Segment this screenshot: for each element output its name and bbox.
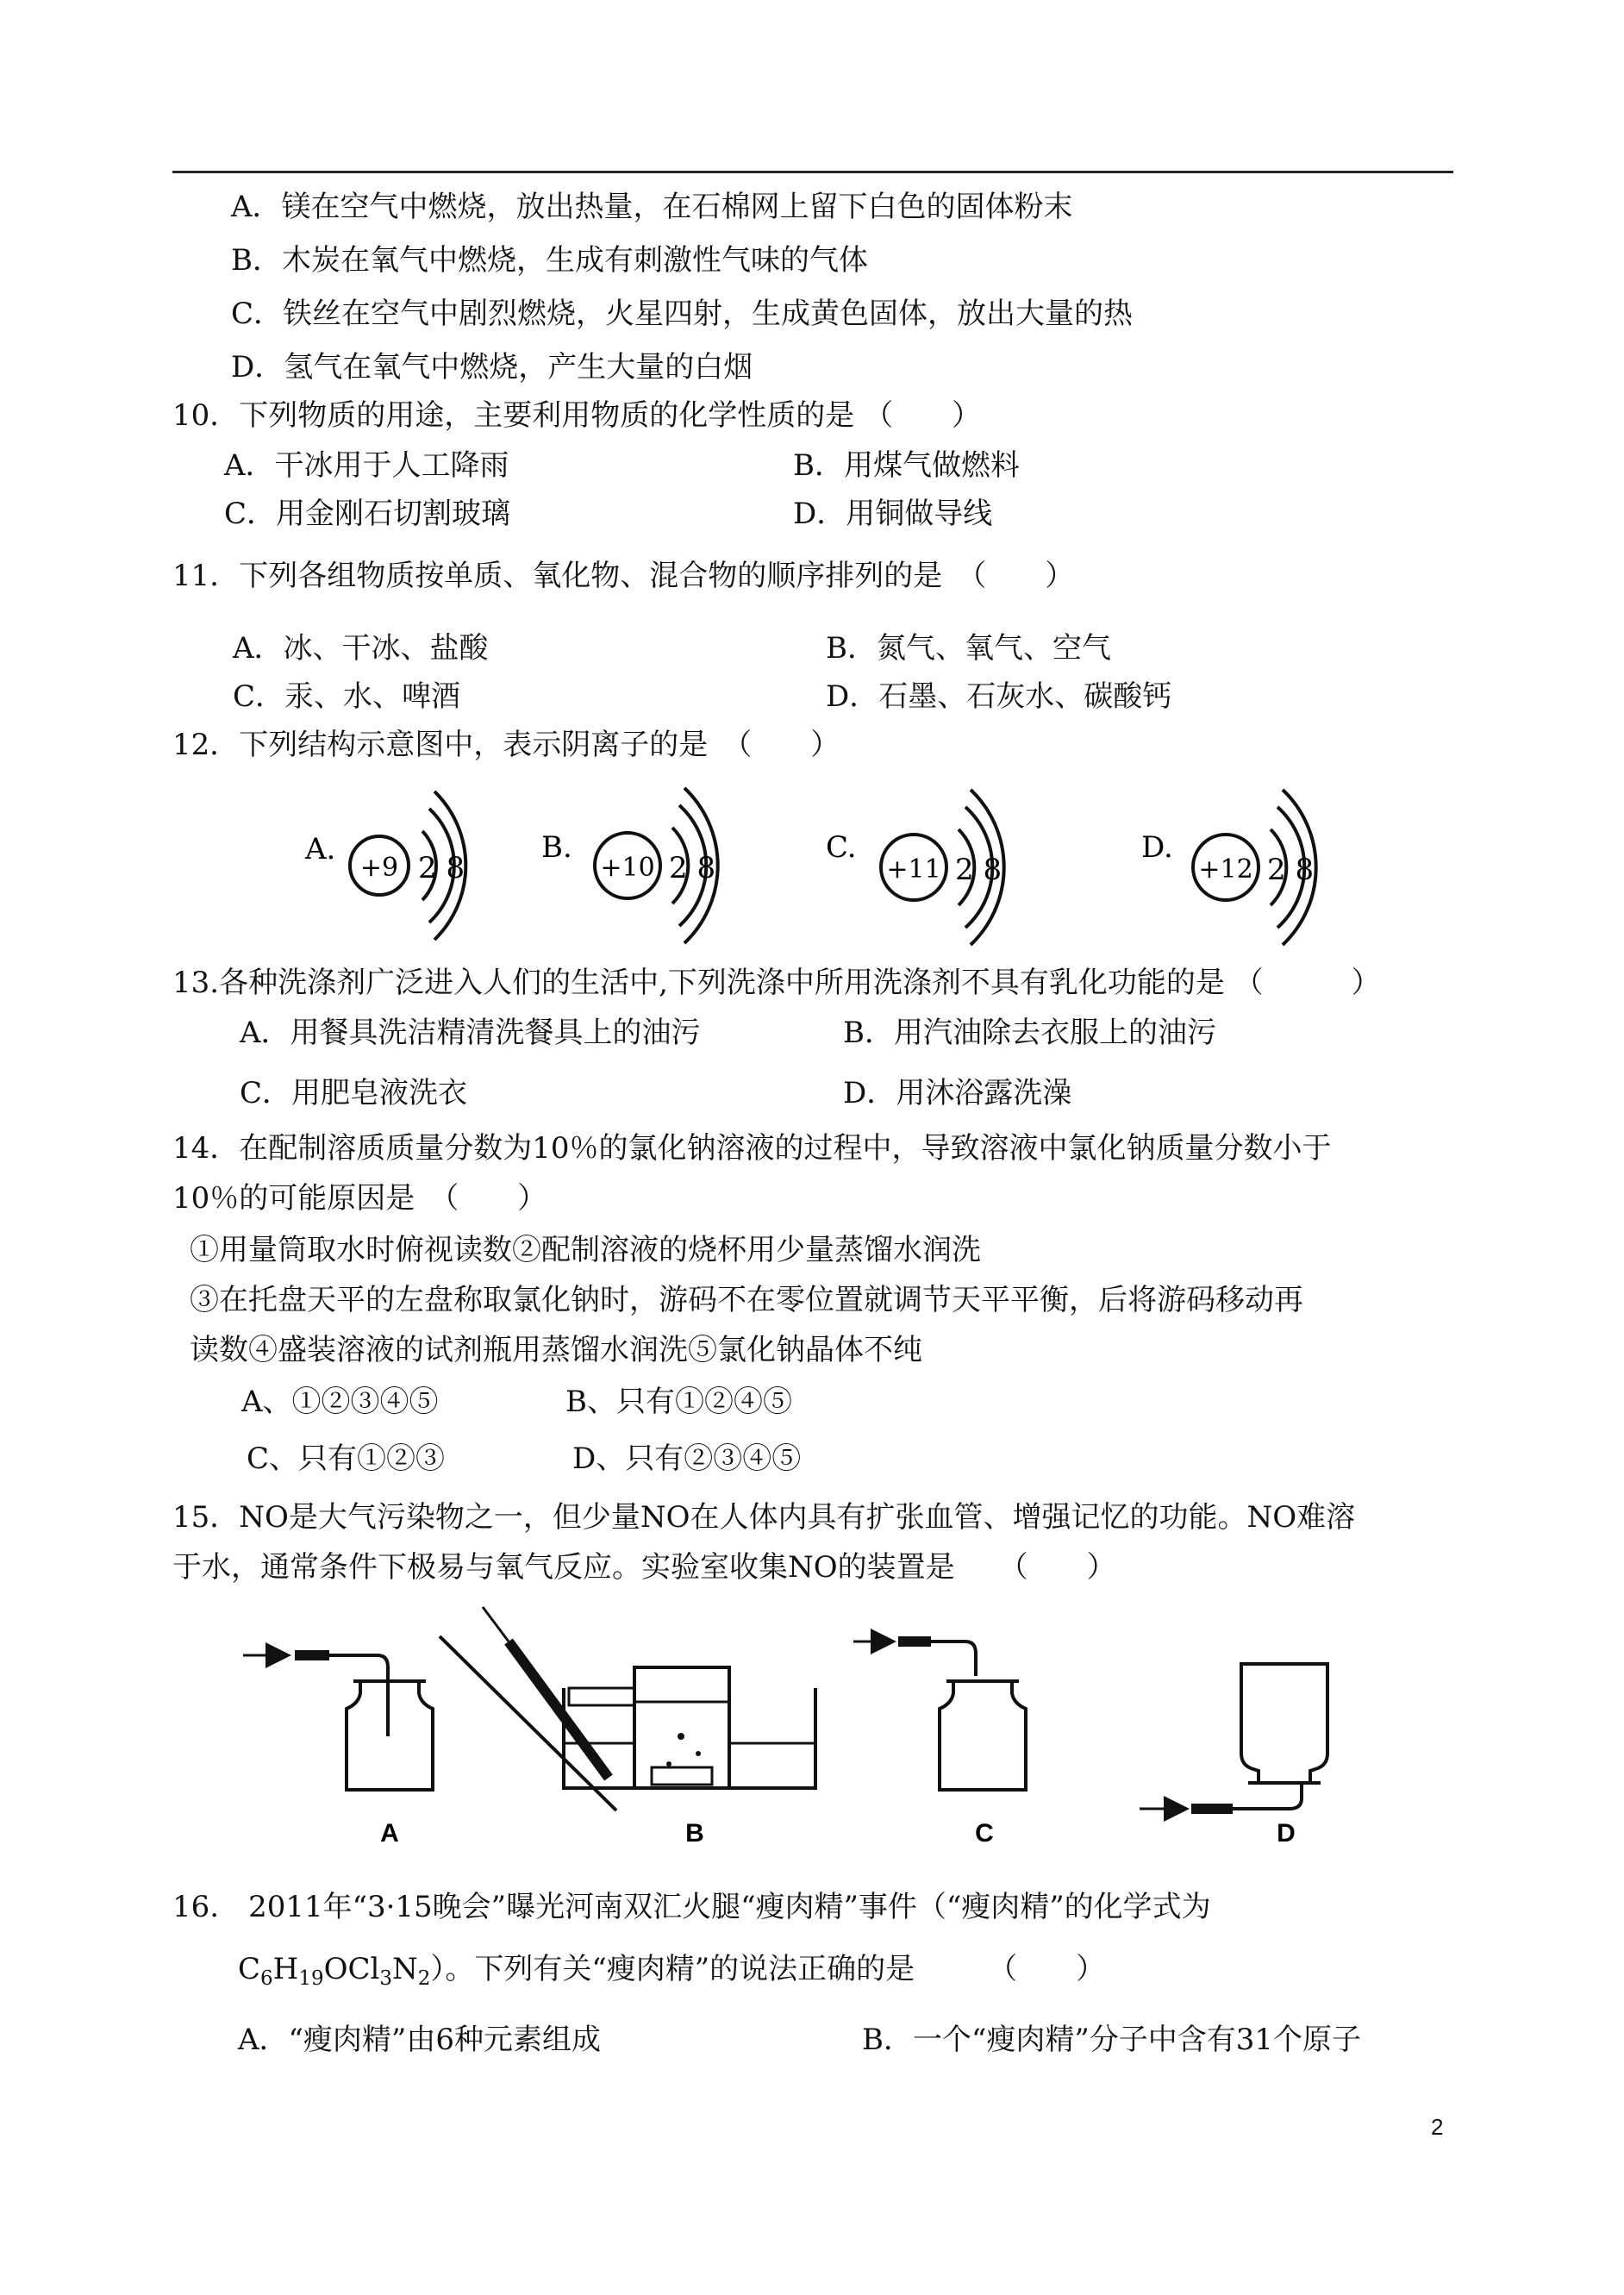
q11-option-c: C．汞、水、啤酒 xyxy=(233,679,461,714)
atom-diagram-a xyxy=(293,783,483,912)
formula-n: N xyxy=(392,1952,418,1986)
q15-line-2: 于水，通常条件下极易与氧气反应。实验室收集NO的装置是 （ ） xyxy=(172,1550,1116,1585)
atom-d-letter: D. xyxy=(1141,830,1173,865)
q13-option-a: A．用餐具洗洁精清洗餐具上的油污 xyxy=(240,1016,701,1050)
q10-option-d: D．用铜做导线 xyxy=(793,497,993,531)
q13-option-c: C．用肥皂液洗衣 xyxy=(240,1076,468,1110)
q14-option-b: B、只有①②④⑤ xyxy=(565,1385,792,1419)
q14-line-3: ①用量筒取水时俯视读数②配制溶液的烧杯用少量蒸馏水润洗 xyxy=(190,1233,981,1267)
atom-c-shells: 2 8 xyxy=(955,853,1003,887)
q15-line-1: 15．NO是大气污染物之一，但少量NO在人体内具有扩张血管、增强记忆的功能。NO难溶 xyxy=(172,1500,1356,1535)
apparatus-d xyxy=(1140,1664,1327,1814)
apparatus-c-label: C xyxy=(975,1819,994,1848)
q13-option-b: B．用汽油除去衣服上的油污 xyxy=(843,1016,1216,1050)
q10-option-a: A．干冰用于人工降雨 xyxy=(224,448,509,483)
formula-h-sub: 19 xyxy=(298,1967,324,1990)
q11-stem: 11．下列各组物质按单质、氧化物、混合物的顺序排列的是 （ ） xyxy=(172,559,1075,593)
atom-a-charge: +9 xyxy=(359,853,399,883)
q16-option-b: B．一个“瘦肉精”分子中含有31个原子 xyxy=(862,2023,1362,2057)
q14-line-4: ③在托盘天平的左盘称取氯化钠时，游码不在零位置就调节天平平衡，后将游码移动再 xyxy=(190,1283,1303,1317)
formula-c: C xyxy=(238,1952,261,1986)
apparatus-b-label: B xyxy=(685,1819,704,1848)
apparatus-d-label: D xyxy=(1277,1819,1296,1848)
q9-option-a: A．镁在空气中燃烧，放出热量，在石棉网上留下白色的固体粉末 xyxy=(231,190,1073,224)
apparatus-b xyxy=(440,1607,815,1810)
apparatus-a-label: A xyxy=(380,1819,399,1848)
q9-option-b: B．木炭在氧气中燃烧，生成有刺激性气味的气体 xyxy=(231,243,868,278)
q14-line-2: 10％的可能原因是 （ ） xyxy=(172,1181,547,1216)
q9-option-c: C．铁丝在空气中剧烈燃烧，火星四射，生成黄色固体，放出大量的热 xyxy=(231,297,1134,331)
q16-line-1: 16. 2011年“3·15晚会”曝光河南双汇火腿“瘦肉精”事件（“瘦肉精”的化学式为 xyxy=(172,1890,1211,1924)
q12-stem: 12．下列结构示意图中，表示阴离子的是 （ ） xyxy=(172,728,840,762)
page-number: 2 xyxy=(1431,2114,1444,2140)
header-rule xyxy=(172,171,1453,173)
q9-option-d: D．氢气在氧气中燃烧，产生大量的白烟 xyxy=(231,350,753,385)
gas-collection-apparatus xyxy=(233,1607,1396,1857)
atom-c-charge: +11 xyxy=(886,854,941,885)
formula-ocl: OCl xyxy=(323,1952,380,1986)
q11-option-b: B．氮气、氧气、空气 xyxy=(826,631,1111,666)
atom-b-letter: B. xyxy=(541,830,572,865)
atom-d-shells: 2 8 xyxy=(1267,853,1315,887)
atom-diagram-c xyxy=(819,783,1017,912)
q14-option-a: A、①②③④⑤ xyxy=(241,1385,439,1419)
q11-option-a: A．冰、干冰、盐酸 xyxy=(233,631,489,666)
q14-line-1: 14．在配制溶质质量分数为10％的氯化钠溶液的过程中，导致溶液中氯化钠质量分数小于 xyxy=(172,1131,1332,1166)
q13-stem: 13.各种洗涤剂广泛进入人们的生活中,下列洗涤中所用洗涤剂不具有乳化功能的是 （ ） xyxy=(172,966,1381,1000)
atom-b-shells: 2 8 xyxy=(669,851,716,885)
q14-option-d: D、只有②③④⑤ xyxy=(572,1441,802,1476)
formula-cl-sub: 3 xyxy=(379,1967,392,1990)
atom-c-letter: C. xyxy=(826,830,857,865)
apparatus-a xyxy=(243,1650,433,1790)
apparatus-c xyxy=(853,1636,1026,1790)
atom-diagram-d xyxy=(1138,783,1336,912)
q16-line-2 xyxy=(238,1950,1105,1998)
formula-h: H xyxy=(272,1952,299,1986)
formula-c-sub: 6 xyxy=(260,1967,273,1990)
q10-stem: 10．下列物质的用途，主要利用物质的化学性质的是 （ ） xyxy=(172,398,982,433)
atom-b-charge: +10 xyxy=(600,853,655,883)
atom-a-shells: 2 8 xyxy=(418,851,465,885)
q16-option-a: A．“瘦肉精”由6种元素组成 xyxy=(238,2023,601,2057)
q11-option-d: D．石墨、石灰水、碳酸钙 xyxy=(826,679,1172,714)
atom-d-charge: +12 xyxy=(1198,854,1253,885)
q16-line-2-rest: ）。下列有关“瘦肉精”的说法正确的是 （ ） xyxy=(430,1952,1106,1986)
q14-option-c: C、只有①②③ xyxy=(247,1441,446,1476)
q13-option-d: D．用沐浴露洗澡 xyxy=(843,1076,1072,1110)
q14-line-5: 读数④盛装溶液的试剂瓶用蒸馏水润洗⑤氯化钠晶体不纯 xyxy=(190,1333,922,1367)
atom-a-letter: A. xyxy=(305,832,336,866)
q10-option-b: B．用煤气做燃料 xyxy=(793,448,1020,483)
formula-n-sub: 2 xyxy=(417,1967,431,1990)
atom-diagram-b xyxy=(534,783,733,912)
q10-option-c: C．用金刚石切割玻璃 xyxy=(224,497,511,531)
